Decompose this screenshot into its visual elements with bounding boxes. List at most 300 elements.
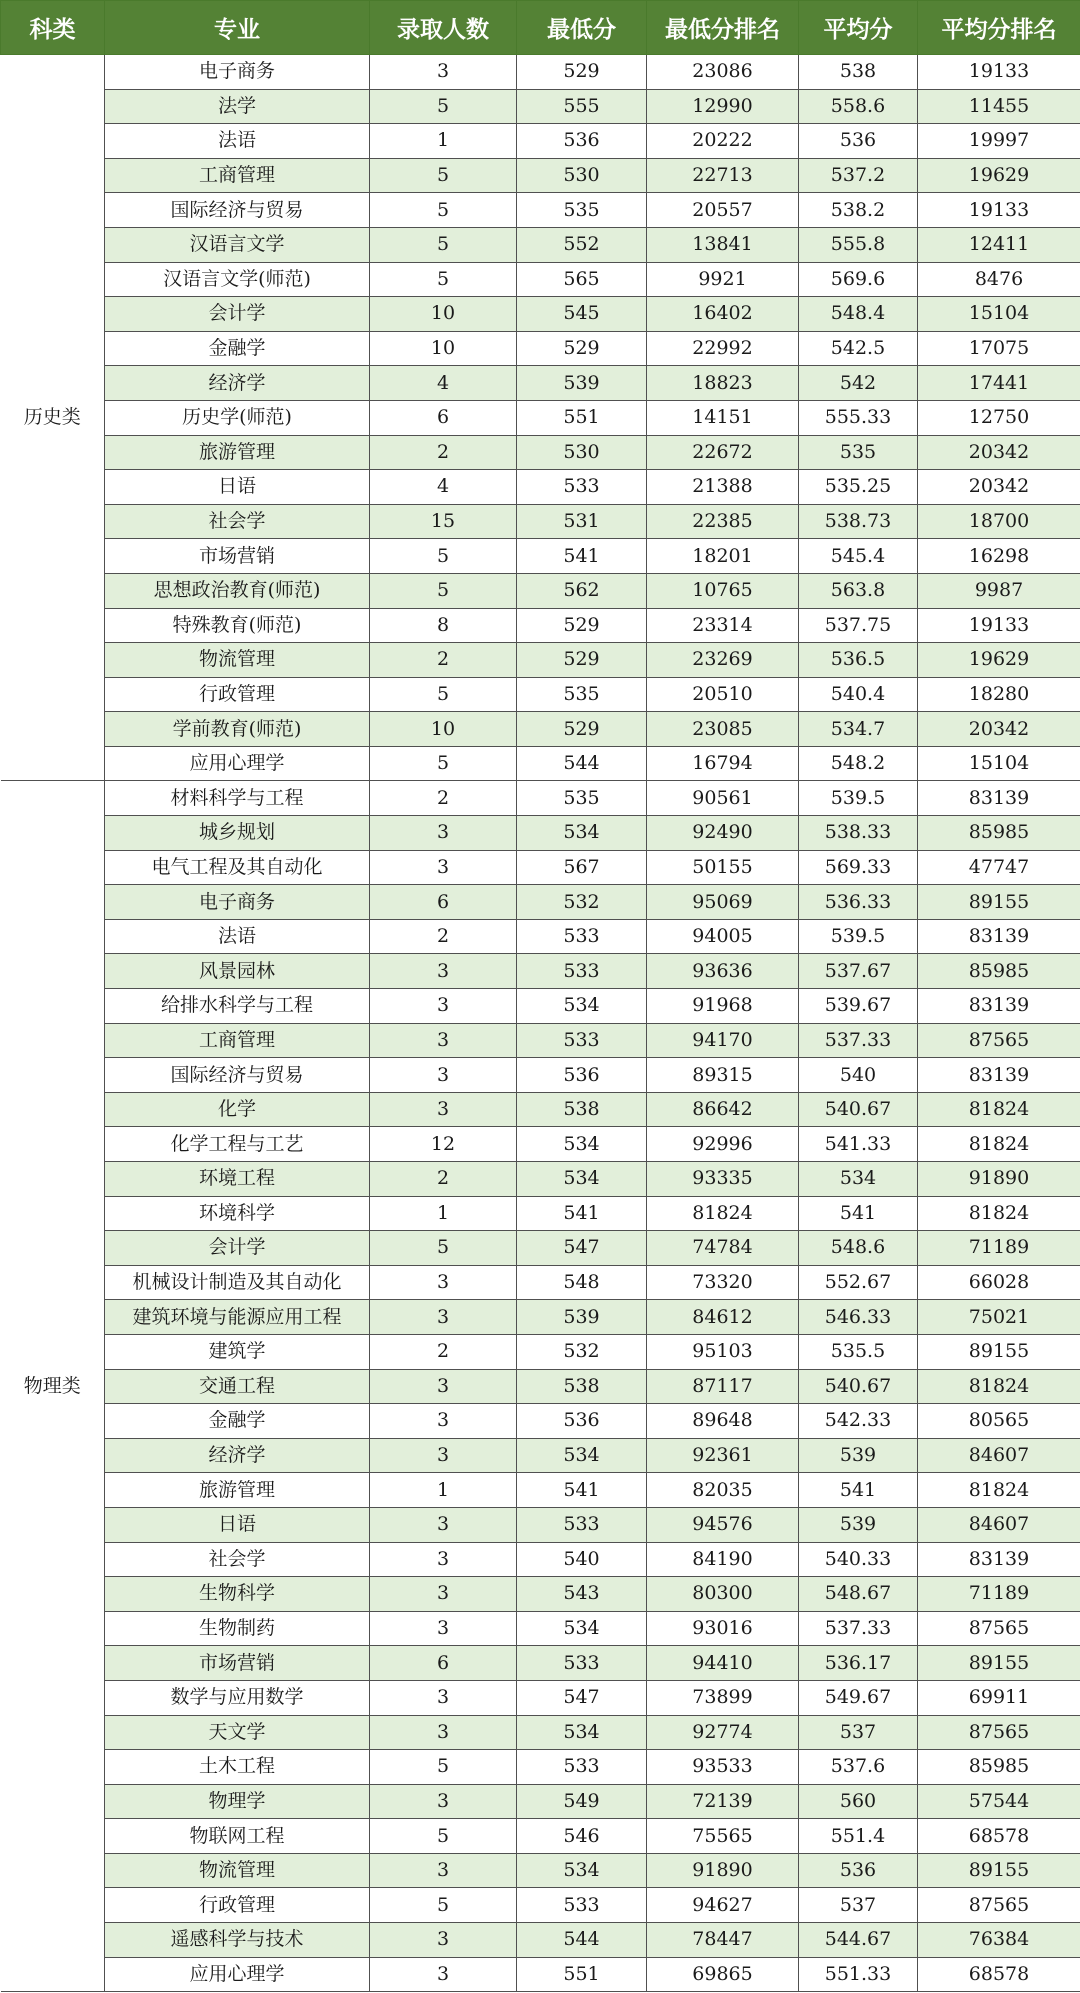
min-score-cell: 535 xyxy=(517,677,647,712)
min-score-cell: 534 xyxy=(517,1853,647,1888)
avg-score-cell: 540.67 xyxy=(799,1369,918,1404)
min-score-cell: 544 xyxy=(517,1923,647,1958)
min-score-rank-cell: 73899 xyxy=(647,1680,799,1715)
category-cell: 物理类 xyxy=(1,781,105,1992)
admitted-count-cell: 3 xyxy=(370,1265,517,1300)
avg-score-rank-cell: 81824 xyxy=(918,1473,1080,1508)
major-cell: 电气工程及其自动化 xyxy=(105,850,370,885)
avg-score-rank-cell: 18280 xyxy=(918,677,1080,712)
avg-score-cell: 540 xyxy=(799,1058,918,1093)
min-score-rank-cell: 84612 xyxy=(647,1300,799,1335)
table-row xyxy=(1,1092,1080,1127)
table-row xyxy=(1,989,1080,1024)
min-score-cell: 565 xyxy=(517,262,647,297)
avg-score-cell: 539.5 xyxy=(799,781,918,816)
avg-score-cell: 542.5 xyxy=(799,331,918,366)
table-row xyxy=(1,850,1080,885)
table-row xyxy=(1,124,1080,159)
avg-score-rank-cell: 85985 xyxy=(918,816,1080,851)
major-cell: 汉语言文学 xyxy=(105,227,370,262)
min-score-cell: 531 xyxy=(517,504,647,539)
table-row xyxy=(1,1542,1080,1577)
min-score-cell: 567 xyxy=(517,850,647,885)
admitted-count-cell: 3 xyxy=(370,1438,517,1473)
avg-score-rank-cell: 80565 xyxy=(918,1404,1080,1439)
avg-score-rank-cell: 19133 xyxy=(918,193,1080,228)
avg-score-cell: 537.75 xyxy=(799,608,918,643)
avg-score-cell: 535.5 xyxy=(799,1334,918,1369)
table-row xyxy=(1,1888,1080,1923)
table-row xyxy=(1,1334,1080,1369)
table-row xyxy=(1,1162,1080,1197)
avg-score-cell: 537.2 xyxy=(799,158,918,193)
table-row xyxy=(1,608,1080,643)
avg-score-cell: 542.33 xyxy=(799,1404,918,1439)
min-score-rank-cell: 73320 xyxy=(647,1265,799,1300)
min-score-rank-cell: 9921 xyxy=(647,262,799,297)
admitted-count-cell: 5 xyxy=(370,1750,517,1785)
admitted-count-cell: 3 xyxy=(370,1923,517,1958)
major-cell: 历史学(师范) xyxy=(105,400,370,435)
avg-score-rank-cell: 17441 xyxy=(918,366,1080,401)
min-score-cell: 535 xyxy=(517,781,647,816)
avg-score-cell: 548.6 xyxy=(799,1231,918,1266)
avg-score-rank-cell: 85985 xyxy=(918,1750,1080,1785)
avg-score-rank-cell: 17075 xyxy=(918,331,1080,366)
major-cell: 金融学 xyxy=(105,331,370,366)
admitted-count-cell: 3 xyxy=(370,1680,517,1715)
admitted-count-cell: 3 xyxy=(370,1715,517,1750)
avg-score-cell: 558.6 xyxy=(799,89,918,124)
admitted-count-cell: 2 xyxy=(370,643,517,678)
table-row xyxy=(1,435,1080,470)
major-cell: 应用心理学 xyxy=(105,746,370,781)
avg-score-rank-cell: 89155 xyxy=(918,1334,1080,1369)
min-score-cell: 533 xyxy=(517,1750,647,1785)
major-cell: 旅游管理 xyxy=(105,435,370,470)
min-score-rank-cell: 95069 xyxy=(647,885,799,920)
admitted-count-cell: 5 xyxy=(370,746,517,781)
avg-score-cell: 539 xyxy=(799,1438,918,1473)
table-row xyxy=(1,1473,1080,1508)
admitted-count-cell: 5 xyxy=(370,193,517,228)
min-score-rank-cell: 84190 xyxy=(647,1542,799,1577)
min-score-rank-cell: 20510 xyxy=(647,677,799,712)
min-score-rank-cell: 20557 xyxy=(647,193,799,228)
table-row xyxy=(1,55,1080,90)
min-score-cell: 536 xyxy=(517,124,647,159)
avg-score-rank-cell: 19629 xyxy=(918,158,1080,193)
avg-score-cell: 569.33 xyxy=(799,850,918,885)
major-cell: 经济学 xyxy=(105,366,370,401)
table-row xyxy=(1,297,1080,332)
major-cell: 天文学 xyxy=(105,1715,370,1750)
min-score-rank-cell: 72139 xyxy=(647,1784,799,1819)
major-cell: 环境科学 xyxy=(105,1196,370,1231)
avg-score-rank-cell: 87565 xyxy=(918,1023,1080,1058)
min-score-cell: 534 xyxy=(517,1611,647,1646)
avg-score-rank-cell: 19997 xyxy=(918,124,1080,159)
min-score-cell: 533 xyxy=(517,919,647,954)
avg-score-rank-cell: 47747 xyxy=(918,850,1080,885)
min-score-cell: 544 xyxy=(517,746,647,781)
admitted-count-cell: 5 xyxy=(370,677,517,712)
major-cell: 学前教育(师范) xyxy=(105,712,370,747)
major-cell: 汉语言文学(师范) xyxy=(105,262,370,297)
admitted-count-cell: 3 xyxy=(370,1577,517,1612)
avg-score-cell: 551.33 xyxy=(799,1957,918,1992)
avg-score-cell: 544.67 xyxy=(799,1923,918,1958)
min-score-cell: 529 xyxy=(517,608,647,643)
avg-score-rank-cell: 84607 xyxy=(918,1507,1080,1542)
table-row xyxy=(1,366,1080,401)
table-row xyxy=(1,504,1080,539)
table-row xyxy=(1,677,1080,712)
min-score-rank-cell: 90561 xyxy=(647,781,799,816)
min-score-cell: 530 xyxy=(517,158,647,193)
table-row xyxy=(1,1127,1080,1162)
admitted-count-cell: 3 xyxy=(370,816,517,851)
avg-score-rank-cell: 81824 xyxy=(918,1196,1080,1231)
major-cell: 应用心理学 xyxy=(105,1957,370,1992)
min-score-rank-cell: 23314 xyxy=(647,608,799,643)
major-cell: 金融学 xyxy=(105,1404,370,1439)
admitted-count-cell: 3 xyxy=(370,1853,517,1888)
table-row xyxy=(1,1265,1080,1300)
admitted-count-cell: 5 xyxy=(370,262,517,297)
major-cell: 工商管理 xyxy=(105,158,370,193)
avg-score-rank-cell: 89155 xyxy=(918,1853,1080,1888)
admitted-count-cell: 3 xyxy=(370,1023,517,1058)
min-score-rank-cell: 21388 xyxy=(647,470,799,505)
min-score-rank-cell: 22992 xyxy=(647,331,799,366)
avg-score-rank-cell: 16298 xyxy=(918,539,1080,574)
min-score-rank-cell: 80300 xyxy=(647,1577,799,1612)
avg-score-cell: 548.67 xyxy=(799,1577,918,1612)
major-cell: 经济学 xyxy=(105,1438,370,1473)
min-score-cell: 536 xyxy=(517,1404,647,1439)
table-row xyxy=(1,1438,1080,1473)
avg-score-cell: 537 xyxy=(799,1715,918,1750)
min-score-rank-cell: 16402 xyxy=(647,297,799,332)
table-row xyxy=(1,919,1080,954)
avg-score-cell: 536.5 xyxy=(799,643,918,678)
avg-score-cell: 540.67 xyxy=(799,1092,918,1127)
table-header xyxy=(1,1,1080,55)
table-row xyxy=(1,1231,1080,1266)
table-row xyxy=(1,1853,1080,1888)
table-row xyxy=(1,746,1080,781)
avg-score-rank-cell: 20342 xyxy=(918,435,1080,470)
avg-score-cell: 546.33 xyxy=(799,1300,918,1335)
min-score-cell: 533 xyxy=(517,1646,647,1681)
avg-score-rank-cell: 20342 xyxy=(918,712,1080,747)
min-score-rank-cell: 14151 xyxy=(647,400,799,435)
table-row xyxy=(1,1923,1080,1958)
admitted-count-cell: 12 xyxy=(370,1127,517,1162)
major-cell: 材料科学与工程 xyxy=(105,781,370,816)
min-score-cell: 534 xyxy=(517,1715,647,1750)
min-score-rank-cell: 20222 xyxy=(647,124,799,159)
min-score-cell: 534 xyxy=(517,816,647,851)
min-score-rank-cell: 78447 xyxy=(647,1923,799,1958)
avg-score-rank-cell: 18700 xyxy=(918,504,1080,539)
major-cell: 生物制药 xyxy=(105,1611,370,1646)
min-score-cell: 547 xyxy=(517,1680,647,1715)
admitted-count-cell: 3 xyxy=(370,55,517,90)
min-score-rank-cell: 50155 xyxy=(647,850,799,885)
major-cell: 化学工程与工艺 xyxy=(105,1127,370,1162)
min-score-cell: 546 xyxy=(517,1819,647,1854)
admitted-count-cell: 10 xyxy=(370,297,517,332)
avg-score-rank-cell: 83139 xyxy=(918,781,1080,816)
avg-score-cell: 537.33 xyxy=(799,1611,918,1646)
major-cell: 电子商务 xyxy=(105,885,370,920)
avg-score-cell: 548.2 xyxy=(799,746,918,781)
admitted-count-cell: 4 xyxy=(370,366,517,401)
major-cell: 机械设计制造及其自动化 xyxy=(105,1265,370,1300)
avg-score-cell: 563.8 xyxy=(799,573,918,608)
table-row xyxy=(1,1611,1080,1646)
admitted-count-cell: 5 xyxy=(370,539,517,574)
min-score-cell: 545 xyxy=(517,297,647,332)
avg-score-cell: 535 xyxy=(799,435,918,470)
table-row xyxy=(1,1196,1080,1231)
min-score-rank-cell: 13841 xyxy=(647,227,799,262)
admitted-count-cell: 15 xyxy=(370,504,517,539)
admitted-count-cell: 2 xyxy=(370,1162,517,1197)
major-cell: 交通工程 xyxy=(105,1369,370,1404)
table-row xyxy=(1,1646,1080,1681)
avg-score-cell: 555.33 xyxy=(799,400,918,435)
min-score-rank-cell: 94410 xyxy=(647,1646,799,1681)
header-row xyxy=(1,1,1080,55)
table-row xyxy=(1,158,1080,193)
table-row xyxy=(1,712,1080,747)
avg-score-rank-cell: 81824 xyxy=(918,1092,1080,1127)
table-row xyxy=(1,573,1080,608)
table-row xyxy=(1,1680,1080,1715)
min-score-rank-cell: 94170 xyxy=(647,1023,799,1058)
min-score-cell: 529 xyxy=(517,712,647,747)
table-row xyxy=(1,781,1080,816)
table-row xyxy=(1,1750,1080,1785)
major-cell: 工商管理 xyxy=(105,1023,370,1058)
avg-score-rank-cell: 8476 xyxy=(918,262,1080,297)
major-cell: 物联网工程 xyxy=(105,1819,370,1854)
major-cell: 遥感科学与技术 xyxy=(105,1923,370,1958)
admitted-count-cell: 10 xyxy=(370,331,517,366)
min-score-rank-cell: 89315 xyxy=(647,1058,799,1093)
min-score-rank-cell: 82035 xyxy=(647,1473,799,1508)
major-cell: 社会学 xyxy=(105,504,370,539)
avg-score-cell: 545.4 xyxy=(799,539,918,574)
avg-score-rank-cell: 66028 xyxy=(918,1265,1080,1300)
header-avg-score-rank: 平均分排名 xyxy=(918,1,1080,55)
avg-score-rank-cell: 87565 xyxy=(918,1611,1080,1646)
avg-score-rank-cell: 19133 xyxy=(918,608,1080,643)
min-score-cell: 534 xyxy=(517,989,647,1024)
table-row xyxy=(1,1058,1080,1093)
major-cell: 社会学 xyxy=(105,1542,370,1577)
table-row xyxy=(1,1715,1080,1750)
min-score-rank-cell: 94576 xyxy=(647,1507,799,1542)
min-score-rank-cell: 92490 xyxy=(647,816,799,851)
min-score-cell: 532 xyxy=(517,1334,647,1369)
admitted-count-cell: 3 xyxy=(370,1058,517,1093)
category-cell: 历史类 xyxy=(1,55,105,781)
min-score-rank-cell: 23086 xyxy=(647,55,799,90)
table-row xyxy=(1,885,1080,920)
major-cell: 市场营销 xyxy=(105,539,370,574)
min-score-cell: 549 xyxy=(517,1784,647,1819)
min-score-rank-cell: 69865 xyxy=(647,1957,799,1992)
admitted-count-cell: 6 xyxy=(370,400,517,435)
table-row xyxy=(1,470,1080,505)
min-score-cell: 548 xyxy=(517,1265,647,1300)
avg-score-rank-cell: 91890 xyxy=(918,1162,1080,1197)
avg-score-rank-cell: 71189 xyxy=(918,1577,1080,1612)
table-body xyxy=(1,55,1080,1992)
admitted-count-cell: 3 xyxy=(370,989,517,1024)
min-score-rank-cell: 92361 xyxy=(647,1438,799,1473)
major-cell: 思想政治教育(师范) xyxy=(105,573,370,608)
min-score-rank-cell: 18201 xyxy=(647,539,799,574)
min-score-cell: 538 xyxy=(517,1369,647,1404)
admitted-count-cell: 2 xyxy=(370,781,517,816)
avg-score-cell: 569.6 xyxy=(799,262,918,297)
admitted-count-cell: 3 xyxy=(370,1957,517,1992)
major-cell: 会计学 xyxy=(105,297,370,332)
min-score-rank-cell: 22713 xyxy=(647,158,799,193)
admitted-count-cell: 8 xyxy=(370,608,517,643)
avg-score-cell: 549.67 xyxy=(799,1680,918,1715)
major-cell: 城乡规划 xyxy=(105,816,370,851)
major-cell: 日语 xyxy=(105,470,370,505)
major-cell: 化学 xyxy=(105,1092,370,1127)
major-cell: 行政管理 xyxy=(105,677,370,712)
avg-score-cell: 536.17 xyxy=(799,1646,918,1681)
min-score-rank-cell: 18823 xyxy=(647,366,799,401)
admitted-count-cell: 5 xyxy=(370,227,517,262)
avg-score-cell: 536 xyxy=(799,124,918,159)
min-score-cell: 555 xyxy=(517,89,647,124)
min-score-rank-cell: 86642 xyxy=(647,1092,799,1127)
table-row xyxy=(1,400,1080,435)
min-score-cell: 533 xyxy=(517,1507,647,1542)
min-score-cell: 552 xyxy=(517,227,647,262)
admitted-count-cell: 3 xyxy=(370,1092,517,1127)
avg-score-cell: 537.67 xyxy=(799,954,918,989)
major-cell: 会计学 xyxy=(105,1231,370,1266)
major-cell: 风景园林 xyxy=(105,954,370,989)
avg-score-cell: 542 xyxy=(799,366,918,401)
avg-score-rank-cell: 9987 xyxy=(918,573,1080,608)
min-score-rank-cell: 93016 xyxy=(647,1611,799,1646)
avg-score-rank-cell: 84607 xyxy=(918,1438,1080,1473)
table-row xyxy=(1,1957,1080,1992)
table-row xyxy=(1,1507,1080,1542)
table-row xyxy=(1,89,1080,124)
min-score-cell: 529 xyxy=(517,55,647,90)
avg-score-cell: 539.67 xyxy=(799,989,918,1024)
avg-score-rank-cell: 15104 xyxy=(918,746,1080,781)
min-score-rank-cell: 23269 xyxy=(647,643,799,678)
min-score-cell: 530 xyxy=(517,435,647,470)
avg-score-rank-cell: 71189 xyxy=(918,1231,1080,1266)
min-score-cell: 534 xyxy=(517,1438,647,1473)
avg-score-rank-cell: 81824 xyxy=(918,1127,1080,1162)
avg-score-rank-cell: 12750 xyxy=(918,400,1080,435)
avg-score-rank-cell: 87565 xyxy=(918,1715,1080,1750)
avg-score-cell: 536.33 xyxy=(799,885,918,920)
major-cell: 物理学 xyxy=(105,1784,370,1819)
major-cell: 国际经济与贸易 xyxy=(105,1058,370,1093)
min-score-cell: 551 xyxy=(517,1957,647,1992)
admitted-count-cell: 3 xyxy=(370,1611,517,1646)
major-cell: 给排水科学与工程 xyxy=(105,989,370,1024)
avg-score-rank-cell: 57544 xyxy=(918,1784,1080,1819)
avg-score-rank-cell: 15104 xyxy=(918,297,1080,332)
header-admitted-count: 录取人数 xyxy=(370,1,517,55)
major-cell: 国际经济与贸易 xyxy=(105,193,370,228)
avg-score-cell: 555.8 xyxy=(799,227,918,262)
table-row xyxy=(1,331,1080,366)
avg-score-cell: 541.33 xyxy=(799,1127,918,1162)
min-score-cell: 543 xyxy=(517,1577,647,1612)
table-row xyxy=(1,193,1080,228)
header-major: 专业 xyxy=(105,1,370,55)
avg-score-rank-cell: 83139 xyxy=(918,989,1080,1024)
min-score-rank-cell: 22385 xyxy=(647,504,799,539)
table-row xyxy=(1,1577,1080,1612)
min-score-rank-cell: 23085 xyxy=(647,712,799,747)
min-score-cell: 539 xyxy=(517,1300,647,1335)
major-cell: 日语 xyxy=(105,1507,370,1542)
min-score-cell: 536 xyxy=(517,1058,647,1093)
avg-score-rank-cell: 75021 xyxy=(918,1300,1080,1335)
avg-score-cell: 534 xyxy=(799,1162,918,1197)
avg-score-rank-cell: 68578 xyxy=(918,1957,1080,1992)
admitted-count-cell: 3 xyxy=(370,1300,517,1335)
table-row xyxy=(1,643,1080,678)
min-score-rank-cell: 93533 xyxy=(647,1750,799,1785)
avg-score-rank-cell: 89155 xyxy=(918,885,1080,920)
min-score-rank-cell: 87117 xyxy=(647,1369,799,1404)
avg-score-cell: 538.33 xyxy=(799,816,918,851)
admitted-count-cell: 3 xyxy=(370,1404,517,1439)
min-score-rank-cell: 94627 xyxy=(647,1888,799,1923)
admitted-count-cell: 3 xyxy=(370,1784,517,1819)
min-score-cell: 533 xyxy=(517,954,647,989)
avg-score-rank-cell: 19133 xyxy=(918,55,1080,90)
min-score-cell: 533 xyxy=(517,1888,647,1923)
header-min-score: 最低分 xyxy=(517,1,647,55)
min-score-rank-cell: 89648 xyxy=(647,1404,799,1439)
avg-score-rank-cell: 76384 xyxy=(918,1923,1080,1958)
avg-score-cell: 534.7 xyxy=(799,712,918,747)
avg-score-cell: 551.4 xyxy=(799,1819,918,1854)
admitted-count-cell: 3 xyxy=(370,1507,517,1542)
admitted-count-cell: 5 xyxy=(370,573,517,608)
table-row xyxy=(1,262,1080,297)
avg-score-cell: 541 xyxy=(799,1473,918,1508)
major-cell: 建筑环境与能源应用工程 xyxy=(105,1300,370,1335)
avg-score-cell: 552.67 xyxy=(799,1265,918,1300)
min-score-cell: 538 xyxy=(517,1092,647,1127)
min-score-cell: 551 xyxy=(517,400,647,435)
avg-score-rank-cell: 68578 xyxy=(918,1819,1080,1854)
